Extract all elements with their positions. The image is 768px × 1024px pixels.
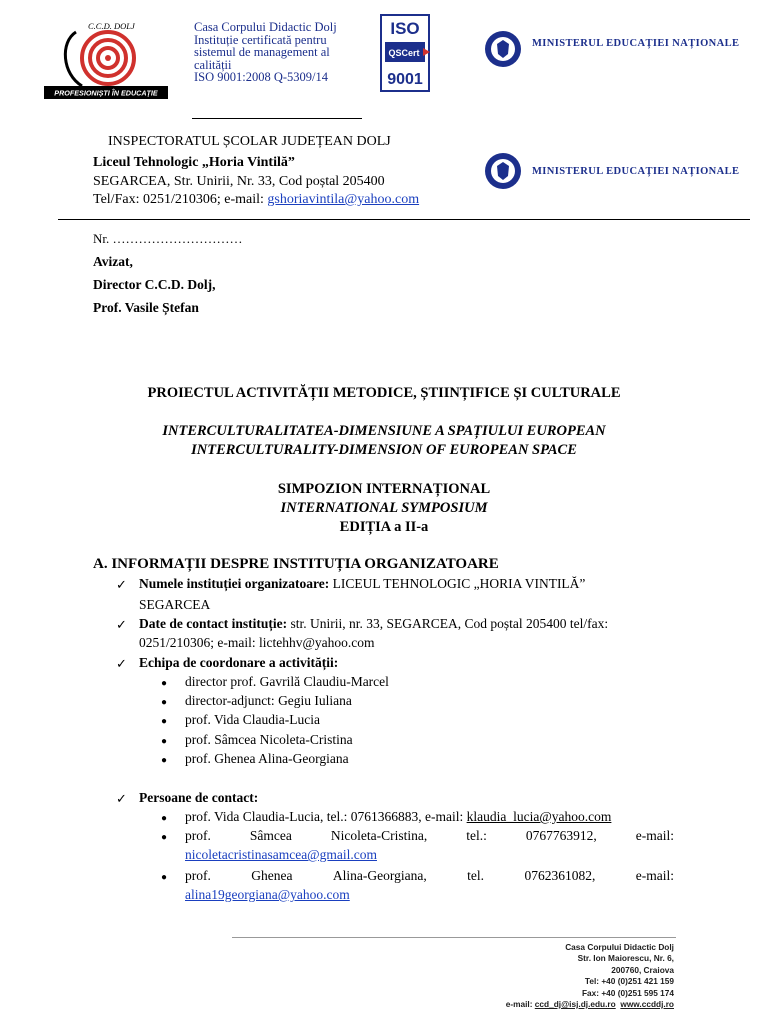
iso-logo-bottom: 9001 [387,71,423,88]
contact-person-text: prof. Vida Claudia-Lucia, tel.: 0761366883, e-mail: [185,809,467,824]
footer-line: Tel: +40 (0)251 421 159 [584,976,674,987]
contact-person-email-link[interactable]: nicoletacristinasamcea@gmail.com [185,847,377,862]
ministry-name-bottom: MINISTERUL EDUCAȚIEI NAȚIONALE [532,166,740,177]
government-seal-icon [484,152,522,190]
team-label: Echipa de coordonare a activității: [139,655,339,670]
contact-word: 0762361082, [524,868,596,883]
contact-person [185,828,674,844]
ccd-logo-banner: PROFESIONIȘTI ÎN EDUCAȚIE [54,88,158,98]
contact-word: Ghenea [251,868,293,883]
footer-line: Casa Corpului Didactic Dolj [565,942,674,952]
footer-divider [232,937,676,938]
bullet-icon: ● [161,813,168,824]
bullet-icon: ● [161,697,168,708]
school-name: Liceul Tehnologic „Horia Vintilă” [93,155,295,170]
footer-line [506,999,674,1010]
bullet-icon: ● [161,736,168,747]
contact-word: tel. [467,868,485,883]
contact-word: prof. [185,868,211,883]
contact-person-email-link[interactable]: alina19georgiana@yahoo.com [185,887,350,902]
footer-line: Fax: +40 (0)251 595 174 [581,987,674,998]
org-name-line [139,576,585,592]
iso-logo-mid: QSCert [388,48,420,58]
contact-word: Sâmcea [249,828,292,843]
theme-title-en: INTERCULTURALITY-DIMENSION OF EUROPEAN SPACE [191,442,577,458]
ccd-info-divider [192,118,362,119]
symposium-title-en: INTERNATIONAL SYMPOSIUM [280,500,488,516]
inspectorate-title: INSPECTORATUL ȘCOLAR JUDEȚEAN DOLJ [108,134,391,149]
team-member: prof. Sâmcea Nicoleta-Cristina [185,732,353,747]
approval-director: Director C.C.D. Dolj, [93,277,216,292]
document-number: Nr. ………………………… [93,231,243,246]
footer-line: 200760, Craiova [611,964,674,975]
bullet-icon: ● [161,716,168,727]
contact-word: 0767763912, [525,828,597,843]
footer-email-prefix: e-mail: [505,999,535,1010]
contact-word: tel.: [466,828,487,843]
approval-prof: Prof. Vasile Ștefan [93,300,199,315]
team-member: director-adjunct: Gegiu Iuliana [185,693,352,708]
footer-email-link[interactable]: ccd_dj@isj.dj.edu.ro [534,999,616,1010]
ccd-info-line: ISO 9001:2008 Q-5309/14 [194,70,329,84]
section-a-heading: A. INFORMAȚII DESPRE INSTITUȚIA ORGANIZATOARE [93,556,499,572]
contact-word: e-mail: [635,868,674,883]
contact-value: str. Unirii, nr. 33, SEGARCEA, Cod poștal 205400 tel/fax: [287,616,609,631]
edition-title: EDIȚIA a II-a [339,519,429,535]
team-member: director prof. Gavrilă Claudiu-Marcel [185,674,389,689]
contact-word: Nicoleta-Cristina, [330,828,428,843]
school-contact-text: Tel/Fax: 0251/210306; e-mail: [93,192,268,207]
check-icon: ✓ [116,577,127,592]
approval-label: Avizat, [93,254,133,269]
iso-logo [380,14,430,92]
org-name-label: Numele instituției organizatoare: [139,576,330,591]
contact-person [185,868,674,884]
check-icon: ✓ [116,656,127,671]
contact-word: Alina-Georgiana, [332,868,427,883]
bullet-icon: ● [161,872,168,883]
footer-line: Str. Ion Maiorescu, Nr. 6, [577,953,674,964]
contact-label: Date de contact instituție: [139,616,288,631]
team-member: prof. Ghenea Alina-Georgiana [185,751,349,766]
contact-word: prof. [185,828,211,843]
symposium-title-ro: SIMPOZION INTERNAȚIONAL [277,481,491,497]
contact-cont: 0251/210306; e-mail: lictehhv@yahoo.com [139,635,375,650]
bullet-icon: ● [161,678,168,689]
ccd-info-line: Instituție certificată pentru [194,32,327,47]
check-icon: ✓ [116,617,127,632]
school-address: SEGARCEA, Str. Unirii, Nr. 33, Cod poștal 205400 [93,174,385,189]
footer-contact [506,942,674,1010]
ccd-logo-text: C.C.D. DOLJ [88,21,135,31]
ccd-info [194,21,374,84]
contact-person-email-link[interactable]: klaudia_lucia@yahoo.com [466,809,612,824]
ccd-info-line: sistemul de management al [194,45,330,59]
footer-web-link[interactable]: www.ccddj.ro [620,999,674,1010]
ccd-info-line: Casa Corpului Didactic Dolj [194,20,337,34]
government-seal-icon [484,30,522,68]
school-email-link[interactable]: gshoriavintila@yahoo.com [267,192,420,207]
ministry-name-top: MINISTERUL EDUCAȚIEI NAȚIONALE [532,38,740,49]
check-icon: ✓ [116,791,127,806]
contact-person [185,809,611,825]
org-name-value: LICEUL TEHNOLOGIC „HORIA VINTILĂ” [329,576,586,591]
org-name-cont: SEGARCEA [139,597,211,612]
persons-label: Persoane de contact: [139,790,259,805]
ccd-info-line: calității [194,57,232,72]
project-title: PROIECTUL ACTIVITĂȚII METODICE, ȘTIINȚIFICE ȘI CULTURALE [147,385,621,401]
iso-logo-top: ISO [390,19,420,38]
bullet-icon: ● [161,755,168,766]
ccd-logo [42,14,170,102]
contact-word: e-mail: [635,828,674,843]
theme-title-ro: INTERCULTURALITATEA-DIMENSIUNE A SPAȚIULUI EUROPEAN [162,423,606,439]
bullet-icon: ● [161,832,168,843]
school-contact [93,192,419,208]
contact-line [139,616,608,632]
team-member: prof. Vida Claudia-Lucia [185,712,321,727]
header-divider [58,219,750,220]
